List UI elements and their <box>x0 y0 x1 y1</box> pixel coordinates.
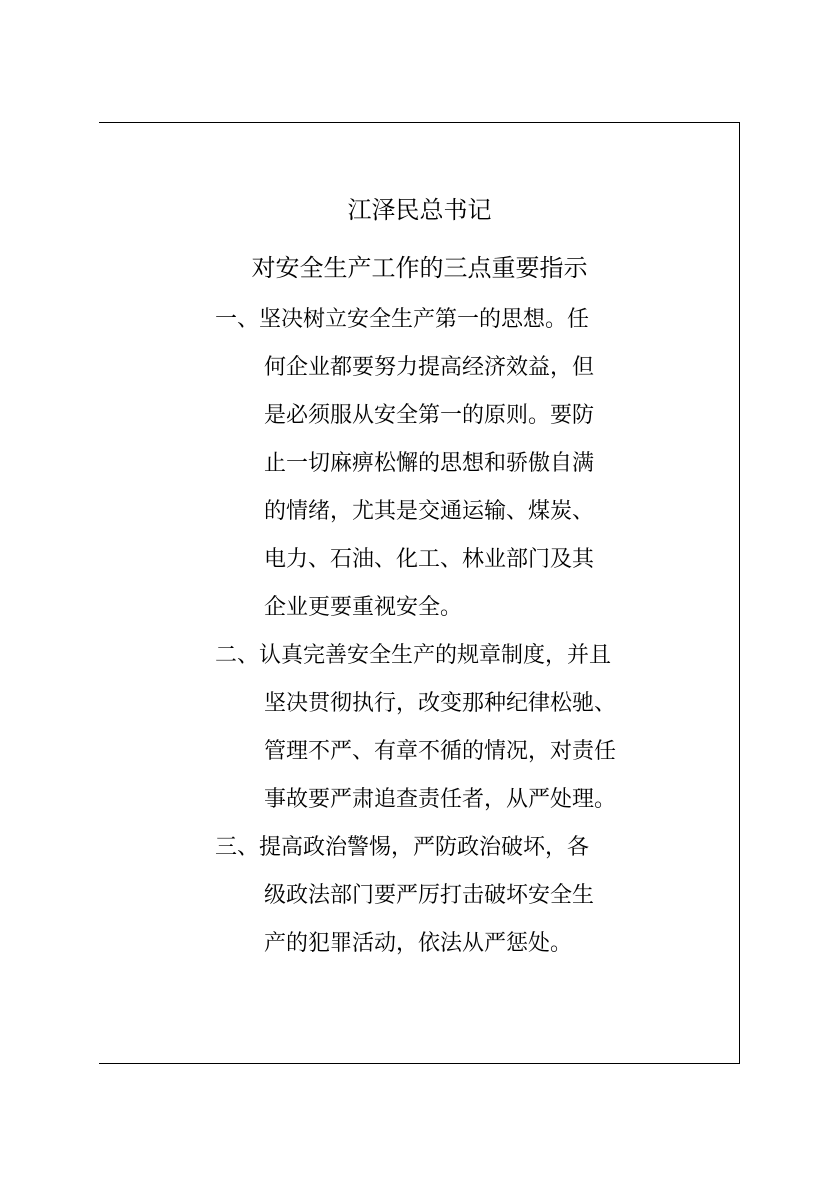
bottom-border-rule <box>99 1063 740 1064</box>
item-1-line-6: 电力、石油、化工、林业部门及其 <box>264 547 595 572</box>
item-3-line-2: 级政法部门要严厉打击破坏安全生 <box>264 883 595 908</box>
item-1-line-3: 是必须服从安全第一的原则。要防 <box>264 403 595 428</box>
item-2-line-4: 事故要严肃追查责任者，从严处理。 <box>264 787 617 812</box>
item-1-line-1: 一、坚决树立安全生产第一的思想。任 <box>215 307 590 332</box>
item-2-line-1: 二、认真完善安全生产的规章制度，并且 <box>215 643 612 668</box>
item-3-line-1: 三、提高政治警惕，严防政治破坏，各 <box>215 835 590 860</box>
top-border-rule <box>99 122 740 123</box>
document-title-line-2: 对安全生产工作的三点重要指示 <box>251 254 588 282</box>
item-2-line-3: 管理不严、有章不循的情况，对责任 <box>264 739 617 764</box>
item-1-line-2: 何企业都要努力提高经济效益，但 <box>264 355 595 380</box>
document-title-line-1: 江泽民总书记 <box>347 196 492 224</box>
item-3-line-3: 产的犯罪活动，依法从严惩处。 <box>264 931 573 956</box>
item-1-line-4: 止一切麻痹松懈的思想和骄傲自满 <box>264 451 595 476</box>
item-2-line-2: 坚决贯彻执行，改变那种纪律松驰、 <box>264 691 617 716</box>
item-1-line-7: 企业更要重视安全。 <box>264 595 463 620</box>
item-1-line-5: 的情绪，尤其是交通运输、煤炭、 <box>264 499 595 524</box>
